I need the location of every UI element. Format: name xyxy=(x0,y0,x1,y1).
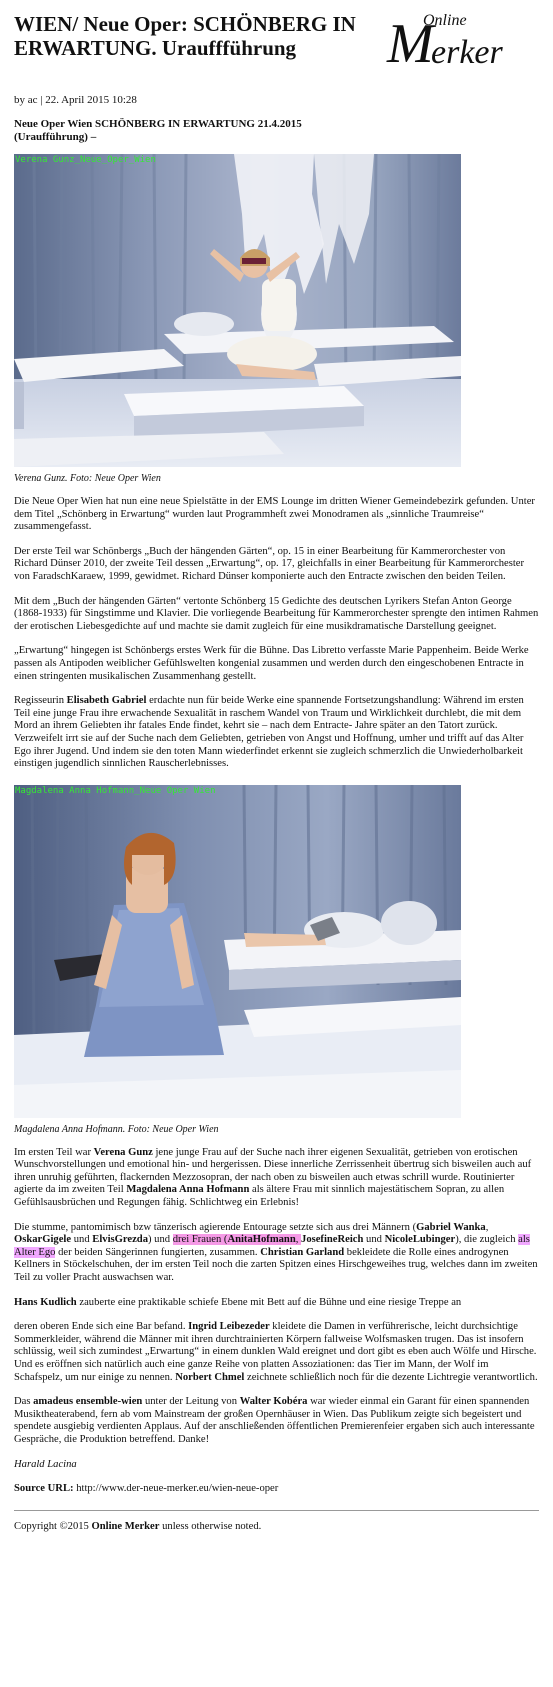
text-run: , xyxy=(485,1221,489,1233)
text-run: Die stumme, pantomimisch bzw tänzerisch agierende Entourage setzte sich aus drei Männern ( xyxy=(14,1221,417,1233)
performer-name: ElvisGrezda xyxy=(92,1234,148,1246)
stage-photo-1 xyxy=(14,154,461,467)
singer-name: Verena Gunz xyxy=(93,1146,153,1158)
subheading-line-1: Neue Oper Wien SCHÖNBERG IN ERWARTUNG 21.4.2015 xyxy=(14,118,302,130)
subheading-line-2: (Uraufführung) – xyxy=(14,131,97,143)
text-run: unter der Leitung von xyxy=(142,1396,240,1408)
copyright-brand: Online Merker xyxy=(91,1520,160,1532)
stage-photo-2 xyxy=(14,785,461,1118)
photo-verena-gunz[interactable] xyxy=(14,154,461,467)
paragraph-8 xyxy=(14,1297,539,1310)
conductor-name: Walter Kobéra xyxy=(239,1396,308,1408)
text-run: war wieder einmal ein Garant für einen spannenden Musiktheaterabend, fern ab vom Mainstream der großen Opernhäuser in Wien. Das Publikum zeigte sich begeistert und spendete ausgiebig verdienten Applaus. Auf der anschließenden öffentlichen Premierenfeier ergaben sich auch interessante Gespräche, die Produktion betreffend. Danke! xyxy=(14,1396,535,1445)
designer-name: Ingrid Leibezeder xyxy=(188,1321,270,1333)
performer-name: Gabriel Wanka xyxy=(416,1221,486,1233)
text-run: zeichnete schließlich noch für die dezente Lichtregie verantwortlich. xyxy=(244,1371,538,1383)
text-run: zauberte eine praktikable schiefe Ebene mit Bett auf die Bühne und eine riesige Treppe an xyxy=(76,1296,462,1308)
paragraph-2: Der erste Teil war Schönbergs „Buch der hängenden Gärten“, op. 15 in einer Bearbeitung für Kammerorchester von Richard Dünser 2010, der zweite Teil dessen „Erwartung“, op. 17, gleichfalls in einer Bearbeitung für Kammerorchester von FaradschKaraew, 1999, gewidmet. Richard Dünser komponierte auch den Entracte zwischen den beiden Teilen. xyxy=(14,545,525,582)
text-run: Regisseurin xyxy=(14,695,67,707)
text-run: kleidete die Damen in verführerische, leicht durchsichtige Sommerkleider, während die Männer mit ihren durchtrainierten Körpern fallweise Wolfsmasken trugen. Das ist insofern schlüssig, weil sich zumindest „Erwartung“ in einem dunklen Wald ereignet und dort gibt es eben auch Wölfe und Hirsche. Und es eröffnen sich natürlich auch eine ganze Reihe von platten Assoziationen: das Tier im Mann, der Wolf im Schafspelz, um nur einige zu nennen. xyxy=(14,1321,537,1383)
highlighted-text: drei Frauen ( xyxy=(172,1234,228,1246)
text-run: erdachte nun für beide Werke eine spannende Fortsetzungshandlung: Während im ersten Teil eine junge Frau ihre erwachende Sexualität in raschem Wandel von Traum und Wirklichkeit durchlebt, die mit dem Mord an ihrem Geliebten ihr fatales Ende findet, kehrt sie – nach dem Entracte- Jahre später an den Tatort zurück. Verzweifelt irrt sie auf der Suche nach dem Geliebten, getrieben von Angst und Hoffnung, umher und trifft auf das Alter Ego ihrer Jugend. Und indem sie den toten Mann wiederfindet erkennt sie zugleich schmerzlich die Unwiederholbarkeit einstigen jugendlich sinnlichen Rauscherlebnisses. xyxy=(14,695,524,770)
paragraph-10 xyxy=(14,1396,539,1446)
photo-caption-1: Verena Gunz. Foto: Neue Oper Wien xyxy=(14,473,161,484)
logo-m-letter: M xyxy=(387,13,434,75)
text-run: bekleidete die Rolle eines androgynen Kellners in Stöckelschuhen, der im ersten Teil noch die zarten Spitzen eines Hirschgeweihes trug, welches dann im zweiten Teil zu voller Pracht auswachsen war. xyxy=(14,1246,538,1284)
singer-name: Magdalena Anna Hofmann xyxy=(126,1184,250,1196)
ensemble-name: amadeus ensemble-wien xyxy=(33,1396,143,1408)
page-title: WIEN/ Neue Oper: SCHÖNBERG IN ERWARTUNG. Urauffführung xyxy=(14,12,356,60)
director-name: Elisabeth Gabriel xyxy=(66,695,147,707)
performer-name: OskarGigele xyxy=(14,1234,72,1246)
source-url-line xyxy=(14,1483,539,1496)
performer-name: JosefineReich xyxy=(301,1234,364,1246)
footer-divider xyxy=(14,1510,539,1511)
highlighted-text: , xyxy=(295,1234,302,1246)
source-label: Source URL: xyxy=(14,1483,74,1495)
author-signature: Harald Lacina xyxy=(14,1458,77,1470)
designer-name: Norbert Chmel xyxy=(175,1371,245,1383)
text-run: ), die zugleich xyxy=(455,1234,519,1246)
article-header xyxy=(14,12,539,82)
byline: by ac | 22. April 2015 10:28 xyxy=(14,94,137,106)
paragraph-3: Mit dem „Buch der hängenden Gärten“ vertonte Schönberg 15 Gedichte des deutschen Lyrikers Stefan Anton George (1868-1933) für Singstimme und Klavier. Die vorliegende Bearbeitung für Kammerorchester sprengte den intimen Rahmen der erotischen Liebesgedichte auf und machte sie damit zugleich für eine musikdramatische Darstellung geeignet. xyxy=(14,595,539,632)
text-run: als ältere Frau mit sinnlich majestätischem Sopran, zu allen Gefühlsausbrüchen und Regungen fähig. Schlichtweg ein Erlebnis! xyxy=(14,1184,505,1209)
performer-name: NicoleLubinger xyxy=(384,1234,456,1246)
photo-magdalena-anna-hofmann[interactable] xyxy=(14,785,461,1118)
text-run: Im ersten Teil war xyxy=(14,1146,94,1158)
text-run: deren oberen Ende sich eine Bar befand. xyxy=(14,1321,189,1333)
copyright-footer xyxy=(14,1521,539,1532)
logo-online-text: Online xyxy=(423,12,467,29)
source-url-link[interactable]: http://www.der-neue-merker.eu/wien-neue-oper xyxy=(76,1483,279,1495)
designer-name: Hans Kudlich xyxy=(14,1296,77,1308)
paragraph-7 xyxy=(14,1222,539,1285)
paragraph-5 xyxy=(14,695,539,771)
photo-credit-overlay: Verena Gunz_Neue_Oper_Wien xyxy=(15,155,156,165)
text-run: und xyxy=(363,1234,385,1246)
article-subheading xyxy=(14,118,539,144)
highlighted-text: als Alter Ego xyxy=(14,1234,530,1258)
copyright-text: Copyright ©2015 xyxy=(14,1520,92,1532)
article xyxy=(14,12,539,1532)
paragraph-6 xyxy=(14,1147,539,1210)
copyright-rest: unless otherwise noted. xyxy=(159,1520,262,1532)
performer-name: AnitaHofmann xyxy=(227,1234,296,1246)
paragraph-1: Die Neue Oper Wien hat nun eine neue Spielstätte in der EMS Lounge im dritten Wiener Gemeindebezirk gefunden. Unter dem Titel „Schönberg in Erwartung“ wurden laut Programmheft zwei Monodramen als „sinnliche Traumreise“ zusammengefasst. xyxy=(14,496,535,533)
performer-name: Christian Garland xyxy=(260,1246,345,1258)
paragraph-9 xyxy=(14,1321,539,1384)
text-run: jene junge Frau auf der Suche nach ihrer eigenen Sexualität, getrieben von erotischen Wunschvorstellungen und emotional hin- und hergerissen. Diese innerliche Zerrissenheit übertrug sich bisweilen auch auf ihren unruhig geführten, flackernden Mezzosopran, der nach oben zu bisweilen auch etwas schrill wurde. Routinierter agierte da im zweiten Teil xyxy=(14,1146,532,1196)
online-merker-logo[interactable] xyxy=(385,12,535,74)
text-run: ) und xyxy=(148,1234,173,1246)
paragraph-4: „Erwartung“ hingegen ist Schönbergs erstes Werk für die Bühne. Das Libretto verfasste Marie Pappenheim. Beide Werke passen als Antipoden weiblicher Gefühlswelten kongenial zusammen und werden durch den eingeschobenen Entracte in einen stringenten musikalischen Zusammenhang gestellt. xyxy=(14,645,529,682)
logo-rest-text: erker xyxy=(431,34,503,71)
text-run: Das xyxy=(14,1396,34,1408)
photo-credit-overlay: Magdalena Anna Hofmann_Neue Oper Wien xyxy=(15,785,216,796)
text-run: der beiden Sängerinnen fungierten, zusammen. xyxy=(55,1246,261,1258)
photo-caption-2: Magdalena Anna Hofmann. Foto: Neue Oper Wien xyxy=(14,1123,219,1135)
text-run: und xyxy=(71,1234,93,1246)
